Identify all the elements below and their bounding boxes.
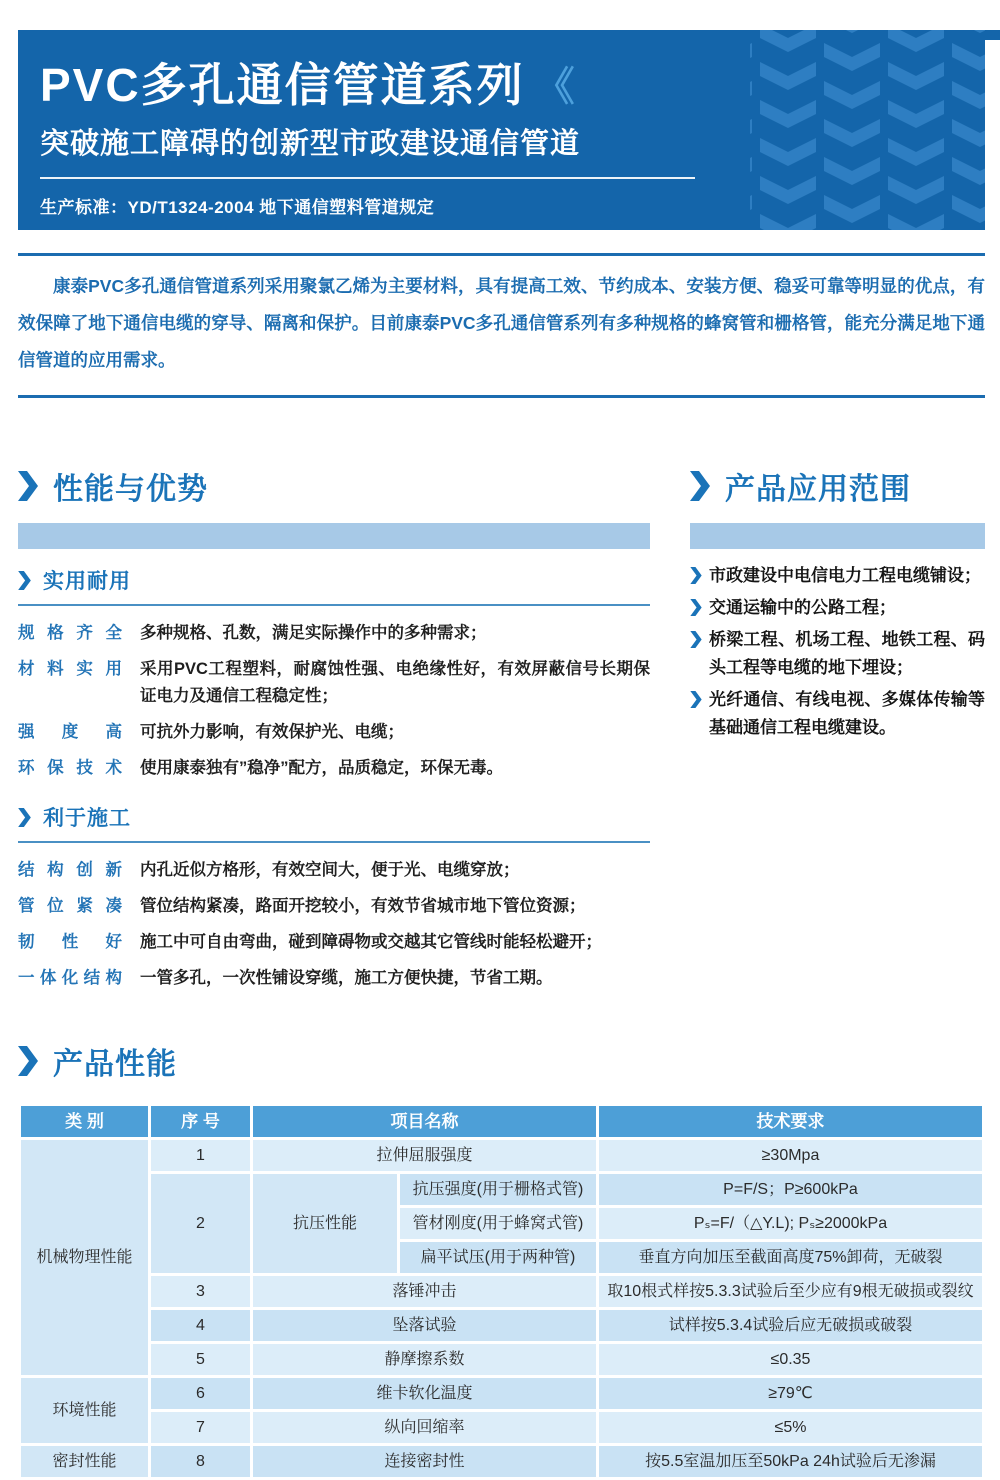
table-row (20, 1377, 984, 1411)
feature-text: 施工中可自由弯曲，碰到障碍物或交越其它管线时能轻松避开； (140, 933, 602, 951)
feature-label: 管位紧凑 (18, 897, 122, 915)
no-cell: 1 (150, 1139, 252, 1173)
subsection-construction-friendly (18, 802, 650, 843)
performance-table (18, 1103, 985, 1480)
feature-text: 内孔近似方格形，有效空间大，便于光、电缆穿放； (140, 861, 520, 879)
table-row (20, 1343, 984, 1377)
item-cell: 拉伸屈服强度 (252, 1139, 598, 1173)
header-cell-category: 类 别 (20, 1105, 150, 1139)
header-cell-no: 序 号 (150, 1105, 252, 1139)
subsection-title: 利于施工 (43, 807, 131, 830)
subitem-cell: 抗压强度(用于栅格式管) (399, 1173, 598, 1207)
table-header-row (20, 1105, 984, 1139)
feature-label: 韧性好 (18, 933, 122, 951)
feature-item (18, 755, 650, 782)
application-text: 市政建设中电信电力工程电缆铺设； (709, 566, 981, 585)
category-cell: 机械物理性能 (20, 1139, 150, 1377)
feature-text: 采用PVC工程塑料，耐腐蚀性强、电绝缘性好，有效屏蔽信号长期保证电力及通信工程稳定性； (140, 660, 650, 705)
feature-item (18, 893, 650, 920)
item-cell: 坠落试验 (252, 1309, 598, 1343)
chevron-right-icon (690, 471, 710, 501)
content-columns (18, 464, 985, 1001)
feature-text: 管位结构紧凑，路面开挖较小，有效节省城市地下管位资源； (140, 897, 586, 915)
category-cell: 密封性能 (20, 1445, 150, 1479)
category-cell: 环境性能 (20, 1377, 150, 1445)
feature-item (18, 719, 650, 746)
table-row (20, 1173, 984, 1207)
no-cell: 4 (150, 1309, 252, 1343)
feature-item (18, 929, 650, 956)
item-cell: 维卡软化温度 (252, 1377, 598, 1411)
chevron-right-icon (690, 599, 702, 616)
subsection-practical-durable (18, 565, 650, 606)
table-row (20, 1275, 984, 1309)
requirement-cell: ≤5% (598, 1411, 984, 1445)
table-row (20, 1445, 984, 1479)
application-text: 桥梁工程、机场工程、地铁工程、码头工程等电缆的地下埋设； (709, 630, 985, 677)
item-cell: 连接密封性 (252, 1445, 598, 1479)
application-text: 交通运输中的公路工程； (709, 598, 896, 617)
section-band (690, 523, 985, 549)
requirement-cell: ≥30Mpa (598, 1139, 984, 1173)
application-item (690, 626, 985, 682)
section-band (18, 523, 650, 549)
table-row (20, 1411, 984, 1445)
application-text: 光纤通信、有线电视、多媒体传输等基础通信工程电缆建设。 (709, 690, 985, 737)
subsection-title: 实用耐用 (43, 570, 131, 593)
chevron-right-icon (690, 691, 702, 708)
chevron-right-icon (18, 1046, 38, 1076)
feature-text: 一管多孔，一次性铺设穿缆，施工方便快捷，节省工期。 (140, 969, 553, 987)
chevron-right-icon (18, 471, 38, 501)
subitem-cell: 扁平试压(用于两种管) (399, 1241, 598, 1275)
intro-block (18, 253, 985, 398)
requirement-cell: ≤0.35 (598, 1343, 984, 1377)
header-cell-item: 项目名称 (252, 1105, 598, 1139)
requirement-cell: Pₛ=F/（△Y.L); Pₛ≥2000kPa (598, 1207, 984, 1241)
production-standard: 生产标准：YD/T1324-2004 地下通信塑料管道规定 (40, 197, 435, 217)
no-cell: 5 (150, 1343, 252, 1377)
section-product-performance (18, 1039, 985, 1480)
feature-list (18, 857, 650, 992)
requirement-cell: 取10根式样按5.3.3试验后至少应有9根无破损或裂纹 (598, 1275, 984, 1309)
double-angle-left-icon: 《 (534, 65, 575, 110)
requirement-cell: 试样按5.3.4试验后应无破损或破裂 (598, 1309, 984, 1343)
feature-label: 结构创新 (18, 861, 122, 879)
application-item (690, 562, 985, 590)
subitem-cell: 管材刚度(用于蜂窝式管) (399, 1207, 598, 1241)
no-cell: 8 (150, 1445, 252, 1479)
application-item (690, 686, 985, 742)
no-cell: 7 (150, 1411, 252, 1445)
feature-label: 一体化结构 (18, 969, 122, 987)
section-title: 产品应用范围 (725, 473, 911, 506)
chevron-right-icon (690, 567, 702, 584)
application-item (690, 594, 985, 622)
requirement-cell: ≥79℃ (598, 1377, 984, 1411)
feature-label: 强度高 (18, 723, 122, 741)
section-title: 产品性能 (53, 1048, 177, 1081)
feature-item (18, 620, 650, 647)
intro-paragraph: 康泰PVC多孔通信管道系列采用聚氯乙烯为主要材料，具有提高工效、节约成本、安装方便、稳妥可靠等明显的优点，有效保障了地下通信电缆的穿导、隔离和保护。目前康泰PVC多孔通信管系列有多种规格的蜂窝管和栅格管，能充分满足地下通信管道的应用需求。 (18, 276, 985, 370)
feature-item (18, 857, 650, 884)
item-cell: 静摩擦系数 (252, 1343, 598, 1377)
no-cell: 2 (150, 1173, 252, 1275)
feature-list (18, 620, 650, 782)
application-list (690, 562, 985, 742)
table-row (20, 1309, 984, 1343)
chevron-right-icon (18, 571, 31, 590)
section-title: 性能与优势 (53, 473, 208, 506)
table-row (20, 1139, 984, 1173)
requirement-cell: P=F/S；P≥600kPa (598, 1173, 984, 1207)
chevron-right-icon (690, 631, 702, 648)
feature-text: 多种规格、孔数，满足实际操作中的多种需求； (140, 624, 487, 642)
no-cell: 3 (150, 1275, 252, 1309)
requirement-cell: 垂直方向加压至截面高度75%卸荷，无破裂 (598, 1241, 984, 1275)
no-cell: 6 (150, 1377, 252, 1411)
banner-divider (40, 177, 695, 179)
feature-text: 可抗外力影响，有效保护光、电缆； (140, 723, 404, 741)
item-cell: 抗压性能 (252, 1173, 399, 1275)
banner (18, 30, 985, 230)
feature-text: 使用康泰独有”稳净”配方，品质稳定，环保无毒。 (140, 759, 503, 777)
item-cell: 纵向回缩率 (252, 1411, 598, 1445)
feature-label: 规格齐全 (18, 624, 122, 642)
section-performance-advantages (18, 464, 650, 1001)
header-cell-requirement: 技术要求 (598, 1105, 984, 1139)
section-applications (690, 464, 985, 1001)
page-subtitle: 突破施工障碍的创新型市政建设通信管道 (40, 127, 581, 160)
item-cell: 落锤冲击 (252, 1275, 598, 1309)
feature-label: 材料实用 (18, 660, 122, 678)
feature-item (18, 656, 650, 710)
requirement-cell: 按5.5室温加压至50kPa 24h试验后无渗漏 (598, 1445, 984, 1479)
page-title: PVC多孔通信管道系列 (40, 59, 525, 111)
feature-label: 环保技术 (18, 759, 122, 777)
chevron-right-icon (18, 808, 31, 827)
feature-item (18, 965, 650, 992)
